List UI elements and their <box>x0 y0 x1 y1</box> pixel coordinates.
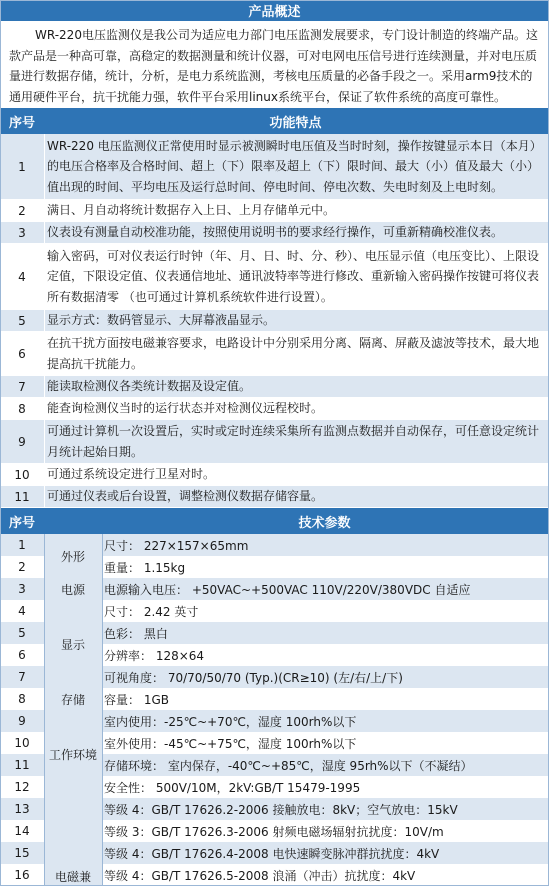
spec-value: 重量： 1.15kg <box>104 560 186 575</box>
features-col-title: 功能特点 <box>269 115 322 131</box>
spec-num: 9 <box>18 714 26 728</box>
specs-col-num: 序号 <box>8 515 35 531</box>
feature-text: 能读取检测仪各类统计数据及设定值。 <box>47 379 252 394</box>
spec-num: 15 <box>14 846 30 860</box>
spec-num: 14 <box>14 824 30 838</box>
spec-value: 等级 4：GB/T 17626.5-2008 浪涌（冲击）抗扰度：4kV <box>104 868 416 883</box>
feature-text: WR-220 电压监测仪正常使用时显示被测瞬时电压值及当时时刻，操作按键显示本日（本月）的电压合格率及合格时间、超上（下）限率及超上（下）限时间、最大（小）值及最大（小）值出现的时间、平均电压及运行总时间、停电时间、停电次数、失电时刻及上电时刻。 <box>47 138 540 194</box>
spec-num: 11 <box>14 758 30 772</box>
feature-num: 10 <box>14 467 30 482</box>
feature-num: 6 <box>18 346 26 361</box>
feature-num: 4 <box>18 269 26 284</box>
feature-text: 能查询检测仪当时的运行状态并对检测仪远程校时。 <box>47 401 324 416</box>
spec-num: 16 <box>14 868 30 882</box>
feature-text: 显示方式：数码管显示、大屏幕液晶显示。 <box>47 313 276 328</box>
spec-value: 等级 3：GB/T 17626.3-2006 射频电磁场辐射抗扰度：10V/m <box>104 824 444 839</box>
grid-line <box>102 534 103 886</box>
feature-row <box>0 244 549 310</box>
feature-text: 在抗干扰方面按电磁兼容要求，电路设计中分别采用分离、隔离、屏蔽及滤波等技术，最大地提高抗干扰能力。 <box>47 336 540 371</box>
overview-title: 产品概述 <box>248 5 301 20</box>
spec-num: 13 <box>14 802 30 816</box>
spec-num: 5 <box>18 626 26 640</box>
specs-header <box>0 508 549 534</box>
grid-line <box>44 134 45 508</box>
spec-value: 尺寸： 2.42 英寸 <box>104 604 199 619</box>
spec-value: 存储环境： 室内保存，-40℃~+85℃，湿度 95rh%以下（不凝结） <box>104 758 473 773</box>
spec-value: 可视角度： 70/70/50/70 (Typ.)(CR≥10) (左/右/上/下) <box>104 670 403 685</box>
spec-category-environment: 工作环境 <box>44 710 102 798</box>
feature-num: 3 <box>18 225 26 240</box>
spec-value: 等级 4：GB/T 17626.2-2006 接触放电：8kV；空气放电：15kV <box>104 802 458 817</box>
specs-col-title: 技术参数 <box>298 515 351 531</box>
spec-num: 1 <box>18 538 26 552</box>
feature-row <box>0 486 549 508</box>
feature-row <box>0 222 549 244</box>
overview-header <box>0 0 549 21</box>
feature-num: 5 <box>18 313 26 328</box>
feature-row <box>0 376 549 398</box>
grid-line <box>44 534 45 886</box>
feature-text: 可通过计算机一次设置后，实时或定时连续采集所有监测点数据并自动保存，可任意设定统计月统计起始日期。 <box>47 424 540 459</box>
spec-value: 色彩： 黑白 <box>104 626 168 641</box>
spec-value: 室内使用：-25℃~+70℃，湿度 100rh%以下 <box>104 714 357 729</box>
feature-num: 7 <box>18 379 26 394</box>
feature-row <box>0 398 549 420</box>
spec-num: 12 <box>14 780 30 794</box>
feature-row <box>0 134 549 200</box>
feature-text: 仪表设有测量自动校准功能，按照使用说明书的要求经行操作，可重新精确校准仪表。 <box>47 225 504 240</box>
spec-value: 室外使用：-45℃~+75℃，湿度 100rh%以下 <box>104 736 357 751</box>
feature-row <box>0 332 549 376</box>
spec-num: 7 <box>18 670 26 684</box>
feature-row <box>0 200 549 222</box>
feature-row <box>0 310 549 332</box>
feature-text: 输入密码，可对仪表运行时钟（年、月、日、时、分、秒）、电压显示值（电压变比）、上限设定值，下限设定值、仪表通信地址、通讯波特率等进行修改、重新输入密码操作按键可将仪表所有数据清零 （也可通过计算机系统软件进行设置）。 <box>47 248 540 304</box>
overview-paragraph: WR-220电压监测仪是我公司为适应电力部门电压监测发展要求，专门设计制造的终端产品。这款产品是一种高可靠，高稳定的数据测量和统计仪器，可对电网电压信号进行连续测量，并对电压质量进行数据存储，统计，分析，是电力系统监测，考核电压质量的必备手段之一。采用arm9技术的通用硬件平台，抗干扰能力强，软件平台采用linux系统平台，保证了软件系统的高度可靠性。 <box>0 21 549 108</box>
spec-num: 3 <box>18 582 26 596</box>
spec-category-dimensions: 外形 <box>44 534 102 578</box>
spec-value: 等级 4：GB/T 17626.4-2008 电快速瞬变脉冲群抗扰度：4kV <box>104 846 440 861</box>
feature-num: 2 <box>18 203 26 218</box>
spec-value: 尺寸： 227×157×65mm <box>104 538 249 553</box>
spec-category-emc: 电磁兼 <box>44 798 102 886</box>
feature-text: 可通过仪表或后台设置，调整检测仪数据存储容量。 <box>47 489 324 504</box>
spec-category-power: 电源 <box>44 578 102 600</box>
spec-num: 8 <box>18 692 26 706</box>
spec-category-display: 显示 <box>44 600 102 688</box>
spec-value: 安全性： 500V/10M，2kV:GB/T 15479-1995 <box>104 780 361 795</box>
feature-num: 8 <box>18 401 26 416</box>
spec-value: 电源输入电压： +50VAC~+500VAC 110V/220V/380VDC 自适应 <box>104 582 471 597</box>
feature-row <box>0 420 549 464</box>
spec-value: 分辨率： 128×64 <box>104 648 205 663</box>
spec-num: 4 <box>18 604 26 618</box>
spec-value: 容量： 1GB <box>104 692 169 707</box>
feature-text: 可通过系统设定进行卫星对时。 <box>47 467 216 482</box>
spec-num: 10 <box>14 736 30 750</box>
spec-num: 2 <box>18 560 26 574</box>
spec-category-storage: 存储 <box>44 688 102 710</box>
feature-num: 11 <box>14 489 30 504</box>
feature-row <box>0 464 549 486</box>
feature-num: 1 <box>18 159 26 174</box>
features-header <box>0 108 549 134</box>
spec-num: 6 <box>18 648 26 662</box>
feature-num: 9 <box>18 434 26 449</box>
features-col-num: 序号 <box>8 115 35 131</box>
feature-text: 满日、月自动将统计数据存入上日、上月存储单元中。 <box>47 203 336 218</box>
